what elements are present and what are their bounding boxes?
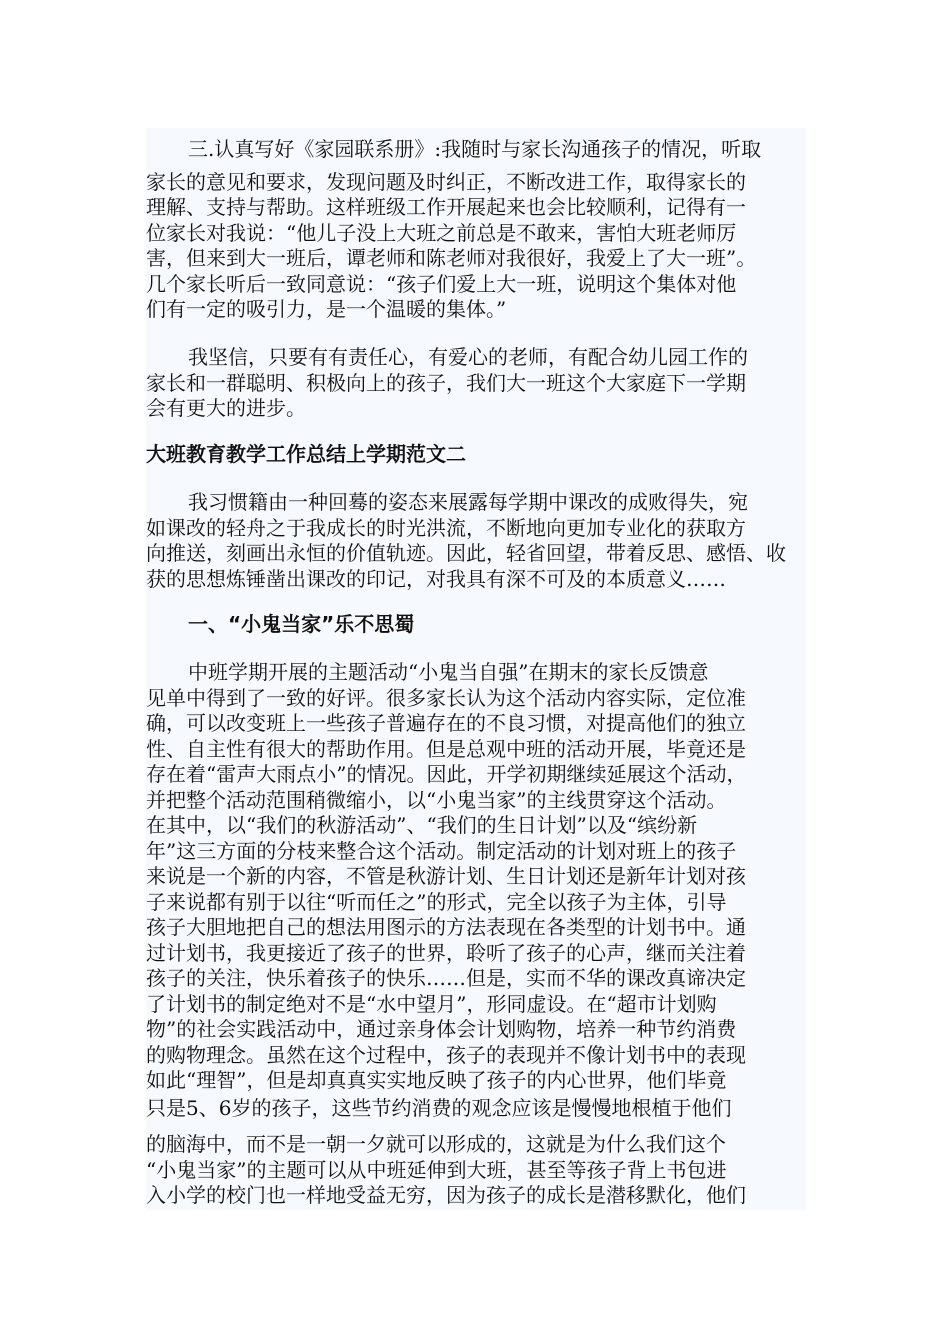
text-line: 了计划书的制定绝对不是“水中望月”，形同虚设。在“超市计划购: [146, 991, 717, 1016]
text-line: 只是5、6岁的孩子，这些节约消费的观念应该是慢慢地根植于他们: [146, 1096, 732, 1120]
subheading-text: 一、“小鬼当家”乐不思蜀: [188, 612, 415, 636]
text-line: 物”的社会实践活动中，通过亲身体会计划购物，培养一种节约消费: [146, 1017, 737, 1041]
text-line: 在其中，以“我们的秋游活动”、“我们的生日计划”以及“缤纷新: [146, 813, 698, 837]
text-line: 的购物理念。虽然在这个过程中，孩子的表现并不像计划书中的表现: [146, 1042, 746, 1067]
text-line: 害，但来到大一班后，谭老师和陈老师对我很好，我爱上了大一班”。: [146, 246, 757, 270]
paragraph-body-continued-2: [146, 1132, 811, 1209]
text-line: 孩子大胆地把自己的想法用图示的方法表现在各类型的计划书中。通: [146, 915, 746, 939]
text-line: 的脑海中，而不是一朝一夕就可以形成的，这就是为什么我们这个: [146, 1132, 726, 1156]
text-line: “小鬼当家”的主题可以从中班延伸到大班，甚至等孩子背上书包进: [146, 1157, 727, 1182]
paragraph-body-continued: [146, 1096, 811, 1122]
paragraph-body: [146, 660, 811, 1094]
text-line: 来说是一个新的内容，不管是秋游计划、生日计划还是新年计划对孩: [146, 864, 746, 888]
text-line: 孩子的关注，快乐着孩子的快乐……但是，实而不华的课改真谛决定: [146, 966, 746, 990]
text-line: 年”这三方面的分枝来整合这个活动。制定活动的计划对班上的孩子: [146, 838, 737, 863]
text-line: 家长和一群聪明、积极向上的孩子，我们大一班这个大家庭下一学期: [146, 370, 746, 395]
text-line: 我习惯籍由一种回蓦的姿态来展露每学期中课改的成败得失，宛: [188, 490, 748, 514]
text-line: 性、自主性有很大的帮助作用。但是总观中班的活动开展，毕竟还是: [146, 736, 746, 761]
text-line: 见单中得到了一致的好评。很多家长认为这个活动内容实际，定位准: [146, 685, 746, 710]
section-title-text: 大班教育教学工作总结上学期范文二: [146, 442, 466, 466]
text-line: 家长的意见和要求，发现问题及时纠正，不断改进工作，取得家长的: [146, 169, 746, 194]
text-line: 存在着“雷声大雨点小”的情况。因此，开学初期继续延展这个活动，: [146, 762, 747, 786]
paragraph-belief: [146, 345, 811, 422]
text-line: 并把整个活动范围稍微缩小，以“小鬼当家”的主线贯穿这个活动。: [146, 787, 727, 812]
text-line: 向推送，刻画出永恒的价值轨迹。因此，轻省回望，带着反思、感悟、收: [146, 541, 786, 565]
text-line: 如课改的轻舟之于我成长的时光洪流，不断地向更加专业化的获取方: [146, 515, 746, 540]
text-line: 如此“理智”，但是却真真实实地反映了孩子的内心世界，他们毕竟: [146, 1068, 727, 1092]
text-line: 会有更大的进步。: [146, 396, 306, 420]
text-line: 我坚信，只要有有责任心，有爱心的老师，有配合幼儿园工作的: [188, 345, 748, 369]
text-line: 几个家长听后一致同意说：“孩子们爱上大一班，说明这个集体对他: [146, 271, 737, 296]
text-line: 子来说都有别于以往“听而任之”的形式，完全以孩子为主体，引导: [146, 889, 727, 914]
text-line: 入小学的校门也一样地受益无穷，因为孩子的成长是潜移默化，他们: [146, 1183, 746, 1207]
paragraph-intro: [146, 490, 811, 592]
subheading: [146, 612, 811, 638]
text-line: 三.认真写好《家园联系册》:我随时与家长沟通孩子的情况，听取: [188, 137, 762, 161]
text-line: 位家长对我说：“他儿子没上大班之前总是不敢来，害怕大班老师厉: [146, 220, 737, 245]
text-line: 确，可以改变班上一些孩子普遍存在的不良习惯，对提高他们的独立: [146, 711, 746, 735]
text-line: 过计划书，我更接近了孩子的世界，聆听了孩子的心声，继而关注着: [146, 940, 746, 965]
text-line: 中班学期开展的主题活动“小鬼当自强”在期末的家长反馈意: [188, 660, 709, 684]
paragraph-section3: [146, 137, 811, 323]
section-title: [146, 442, 811, 468]
text-line: 获的思想炼锤凿出课改的印记，对我具有深不可及的本质意义……: [146, 566, 726, 591]
text-line: 们有一定的吸引力，是一个温暖的集体。”: [146, 297, 507, 321]
text-line: 理解、支持与帮助。这样班级工作开展起来也会比较顺利，记得有一: [146, 195, 746, 219]
